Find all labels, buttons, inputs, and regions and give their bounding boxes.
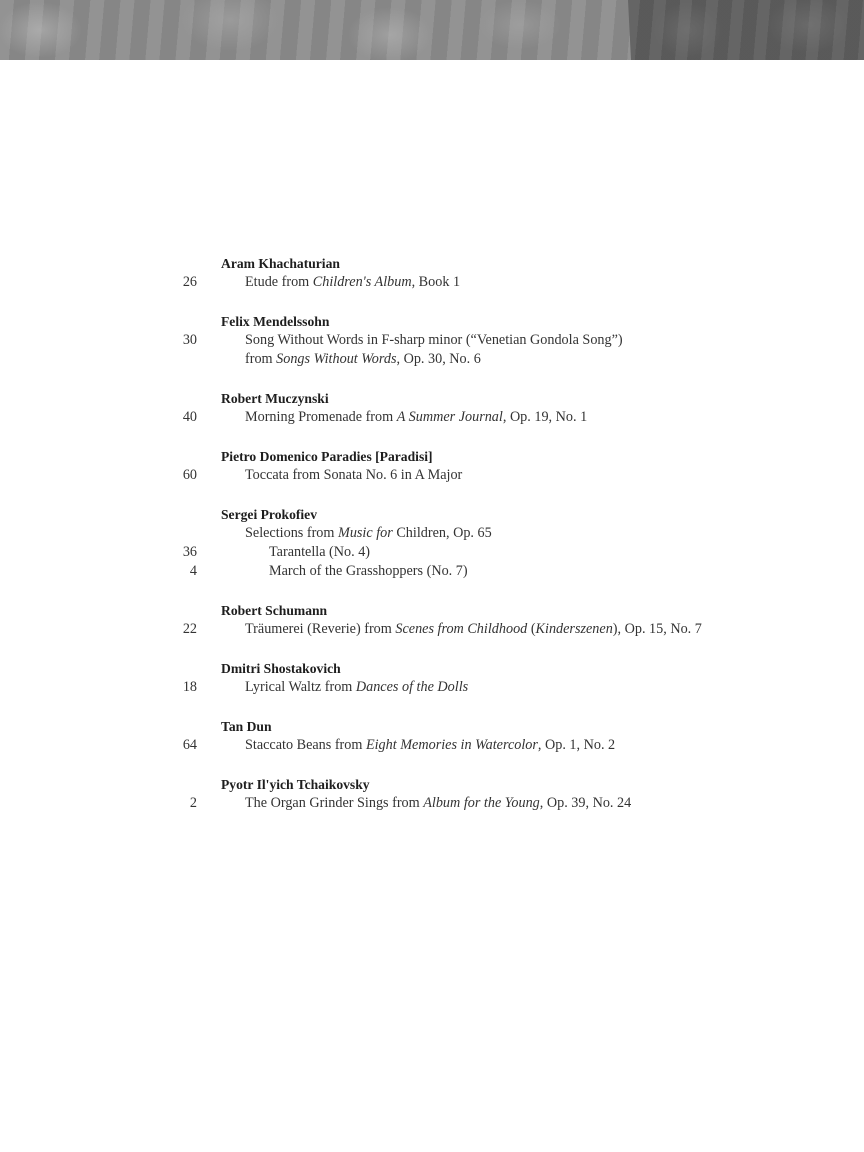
toc-entry xyxy=(0,775,864,813)
title-text: Toccata from Sonata No. 6 in A Major xyxy=(245,467,463,483)
piece-title xyxy=(245,466,462,485)
toc-entry xyxy=(0,601,864,639)
title-text: Tarantella (No. 4) xyxy=(269,544,371,560)
title-text-italic: Dances of the Dolls xyxy=(355,679,469,695)
title-text: , Op. 39, No. 24 xyxy=(539,795,632,811)
page-number: 30 xyxy=(182,332,197,348)
composer-name: Aram Khachaturian xyxy=(221,256,340,271)
title-text: , Op. 1, No. 2 xyxy=(537,737,616,753)
toc-line[interactable] xyxy=(0,794,864,813)
title-text-italic: Kinderszenen xyxy=(535,621,613,637)
title-text-italic: Children's Album xyxy=(312,274,412,290)
piece-title xyxy=(269,562,468,581)
toc-entry xyxy=(0,659,864,697)
page-number: 2 xyxy=(189,795,197,811)
title-text: ), Op. 15, No. 7 xyxy=(612,621,702,637)
title-text: Song Without Words in F-sharp minor (“Venetian Gondola Song”) xyxy=(245,332,623,348)
composer-name: Pyotr Il'yich Tchaikovsky xyxy=(221,777,370,792)
toc-entry xyxy=(0,447,864,485)
composer-name: Felix Mendelssohn xyxy=(221,314,330,329)
piece-title xyxy=(245,350,481,369)
toc-entry xyxy=(0,312,864,369)
title-text-italic: Eight Memories in Watercolor xyxy=(365,737,538,753)
toc-line[interactable] xyxy=(0,736,864,755)
title-text: , Book 1 xyxy=(411,274,461,290)
header-texture-band-dark xyxy=(628,0,864,60)
toc-line[interactable] xyxy=(0,466,864,485)
title-text: ( xyxy=(527,621,536,637)
collection-title xyxy=(245,524,492,543)
title-text: Etude from xyxy=(245,274,313,290)
title-text: Träumerei (Reverie) from xyxy=(245,621,396,637)
piece-title xyxy=(245,620,702,639)
title-text: The Organ Grinder Sings from xyxy=(245,795,424,811)
toc-entry xyxy=(0,254,864,292)
page-number: 60 xyxy=(182,467,197,483)
toc-line[interactable] xyxy=(0,543,864,562)
title-text: Lyrical Waltz from xyxy=(245,679,356,695)
title-text: Staccato Beans from xyxy=(245,737,366,753)
composer-name: Sergei Prokofiev xyxy=(221,507,318,522)
toc-entry xyxy=(0,389,864,427)
table-of-contents xyxy=(0,254,864,833)
page-number: 40 xyxy=(182,409,197,425)
page-number: 64 xyxy=(182,737,197,753)
toc-collection-line xyxy=(0,524,864,543)
toc-line[interactable] xyxy=(0,331,864,350)
title-text: March of the Grasshoppers (No. 7) xyxy=(269,563,468,579)
piece-title xyxy=(269,543,370,562)
title-text-italic: Music for xyxy=(338,525,393,541)
title-text: Children, Op. 65 xyxy=(392,525,492,541)
toc-line[interactable] xyxy=(0,562,864,581)
piece-title xyxy=(245,273,460,292)
composer-name: Dmitri Shostakovich xyxy=(221,661,341,676)
composer-name: Pietro Domenico Paradies [Paradisi] xyxy=(221,449,433,464)
page-number: 18 xyxy=(182,679,197,695)
toc-line[interactable] xyxy=(0,273,864,292)
piece-title xyxy=(245,794,631,813)
toc-line[interactable] xyxy=(0,678,864,697)
toc-line-continuation xyxy=(0,350,864,369)
toc-entry xyxy=(0,717,864,755)
page-number: 4 xyxy=(189,563,197,579)
title-text: from xyxy=(245,351,277,367)
title-text: , Op. 19, No. 1 xyxy=(502,409,588,425)
page-number: 36 xyxy=(182,544,197,560)
piece-title xyxy=(245,736,615,755)
page-number: 26 xyxy=(182,274,197,290)
title-text: Selections from xyxy=(245,525,338,541)
title-text-italic: A Summer Journal xyxy=(396,409,503,425)
title-text-italic: Scenes from Childhood xyxy=(395,621,528,637)
title-text: Morning Promenade from xyxy=(245,409,397,425)
toc-line[interactable] xyxy=(0,408,864,427)
composer-name: Robert Schumann xyxy=(221,603,328,618)
page-number: 22 xyxy=(182,621,197,637)
composer-name: Robert Muczynski xyxy=(221,391,329,406)
toc-entry xyxy=(0,505,864,581)
composer-name: Tan Dun xyxy=(221,719,272,734)
title-text-italic: Songs Without Words xyxy=(276,351,397,367)
piece-title xyxy=(245,678,468,697)
toc-line[interactable] xyxy=(0,620,864,639)
piece-title xyxy=(245,331,623,350)
title-text-italic: Album for the Young xyxy=(423,795,540,811)
piece-title xyxy=(245,408,587,427)
title-text: , Op. 30, No. 6 xyxy=(396,351,481,367)
